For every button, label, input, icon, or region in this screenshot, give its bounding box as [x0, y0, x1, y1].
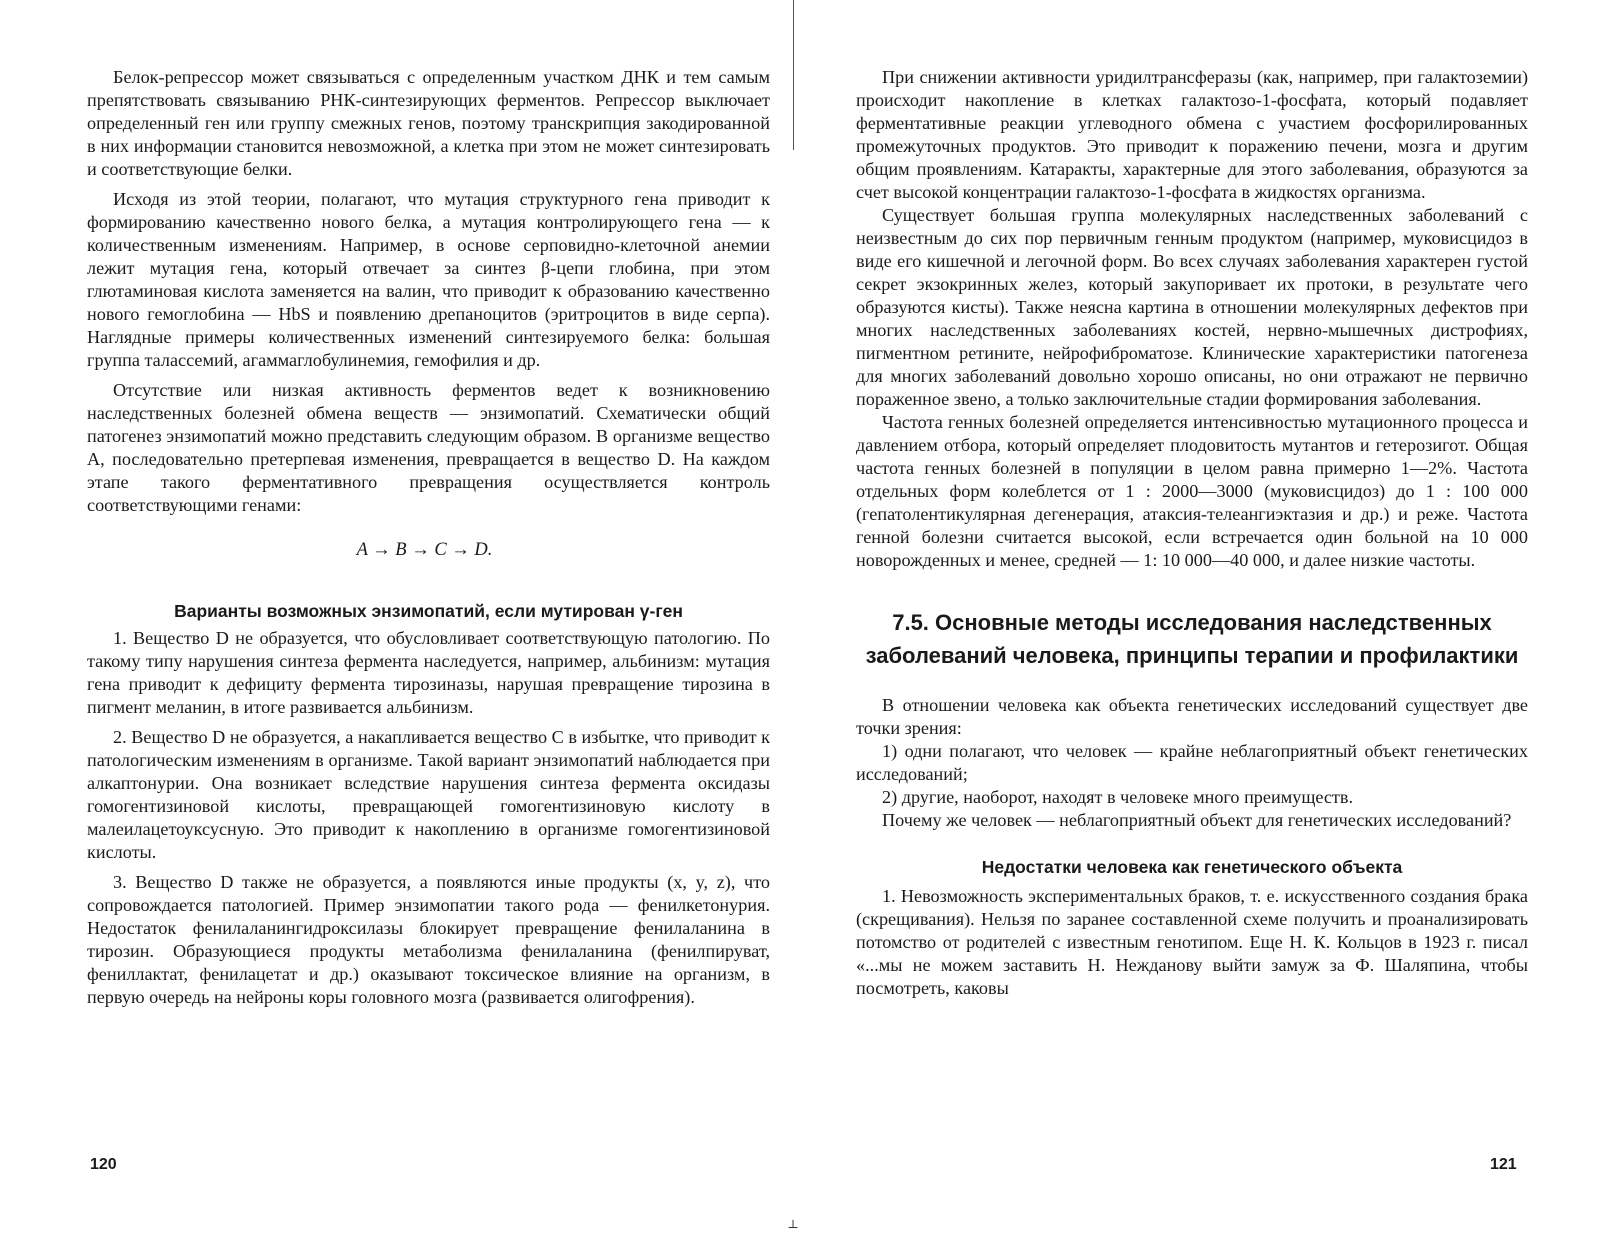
- right-subheading: Недостатки человека как генетического объекта: [981, 857, 1403, 877]
- left-paragraph: Исходя из этой теории, полагают, что мутация структурного гена приводит к формированию качественно нового белка, а мутация контролирующего гена — к количественным изменениям. Например, в основе серповидно-клеточной анемии лежит мутация гена, который отвечает за синтез β-цепи глобина, при этом глютаминовая кислота заменяется на валин, что приводит к образованию качественно нового гемоглобина — HbS и появлению дрепаноцитов (эритроцитов в виде серпа). Наглядные примеры количественных изменений синтезируемого белка: большая группа талассемий, агаммаглобулинемия, гемофилия и др.: [87, 189, 770, 370]
- reaction-formula: A → B → C → D.: [356, 540, 493, 560]
- crop-mark-icon: ⊥: [787, 1217, 799, 1231]
- page-number-left: 120: [90, 1156, 117, 1173]
- right-paragraph: Частота генных болезней определяется интенсивностью мутационного процесса и давлением отбора, который определяет плодовитость мутантов и гетерозигот. Общая частота генных болезней в популяции в целом равна примерно 1—2%. Частота отдельных форм колеблется от 1 : 2000—3000 (муковисцидоз) до 1 : 100 000 (гепатолентикулярная дегенерация, атаксия-телеангиэктазия и др.) и реже. Частота генной болезни считается высокой, если встречается один больной на 10 000 новорожденных и менее, средней — 1: 10 000—40 000, и далее низкие частоты.: [856, 412, 1528, 570]
- section-heading: [856, 606, 1528, 672]
- intro-paragraph: В отношении человека как объекта генетических исследований существует две точки зрения:: [856, 695, 1528, 738]
- left-paragraph: Отсутствие или низкая активность ферментов ведет к возникновению наследственных болезней обмена веществ — энзимопатий. Схематически общий патогенез энзимопатий можно представить следующим образом. В организме вещество A, последовательно претерпевая изменения, превращается в вещество D. На каждом этапе такого ферментативного превращения осуществляется контроль соответствующими генами:: [87, 380, 770, 515]
- page-number-right: 121: [1490, 1156, 1517, 1173]
- list-item: 1. Невозможность экспериментальных браков, т. е. искусственного создания брака (скрещивания). Нельзя по заранее составленной схеме получить и проанализировать потомство от родителей с известным генотипом. Еще Н. К. Кольцов в 1923 г. писал «...мы не можем заставить Н. Нежданову выйти замуж за Ф. Шаляпина, чтобы посмотреть, каковы: [856, 886, 1528, 998]
- right-page: [856, 66, 1528, 1000]
- list-item: 2. Вещество D не образуется, а накапливается вещество C в избытке, что приводит к патологическим изменениям в организме. Такой вариант энзимопатий наблюдается при алкаптонурии. Она возникает вследствие нарушения синтеза фермента оксидазы гомогентизиновой кислоты, превращающей гомогентизиновую кислоту в малеилацетоуксусную. Это приводит к накоплению в организме гомогентизиновой кислоты.: [87, 727, 770, 862]
- viewpoint-item: 2) другие, наоборот, находят в человеке много преимуществ.: [882, 787, 1353, 807]
- page-fold: [793, 0, 794, 150]
- list-item: 3. Вещество D также не образуется, а появляются иные продукты (x, y, z), что сопровождается патологией. Пример энзимопатии такого рода — фенилкетонурия. Недостаток фенилаланингидроксилазы блокирует превращение фенилаланина в тирозин. Образующиеся продукты метаболизма фенилаланина (фенилпируват, фениллактат, фенилацетат и др.) оказывают токсическое влияние на организм, в первую очередь на нейроны коры головного мозга (развивается олигофрения).: [87, 872, 770, 1007]
- section-heading-line: 7.5. Основные методы исследования наследственных: [892, 610, 1492, 635]
- left-page: [87, 66, 770, 1009]
- left-paragraph: Белок-репрессор может связываться с определенным участком ДНК и тем самым препятствовать связыванию РНК-синтезирующих ферментов. Репрессор выключает определенный ген или группу смежных генов, поэтому транскрипция закодированной в них информации становится невозможной, а клетка при этом не может синтезировать и соответствующие белки.: [87, 67, 770, 179]
- section-heading-line: заболеваний человека, принципы терапии и профилактики: [865, 643, 1519, 668]
- right-paragraph: Существует большая группа молекулярных наследственных заболеваний с неизвестным до сих пор первичным генным продуктом (например, муковисцидоз в виде его кишечной и легочной форм. Во всех случаях заболевания характерен густой секрет экзокринных желез, который закупоривает их протоки, в результате чего образуются кисты). Также неясна картина в отношении молекулярных дефектов при многих наследственных заболеваниях костей, нервно-мышечных дистрофиях, пигментном ретините, нейрофиброматозе. Клинические характеристики патогенеза для многих заболеваний довольно хорошо описаны, но они отражают не первично пораженное звено, а только заключительные стадии формирования заболевания.: [856, 205, 1528, 409]
- list-item: 1. Вещество D не образуется, что обусловливает соответствующую патологию. По такому типу нарушения синтеза фермента наследуется, например, альбинизм: мутация гена приводит к дефициту фермента тирозиназы, нарушая превращение тирозина в пигмент меланин, в итоге развивается альбинизм.: [87, 628, 770, 717]
- left-subheading: Варианты возможных энзимопатий, если мутирован γ-ген: [174, 601, 683, 621]
- question-paragraph: Почему же человек — неблагоприятный объект для генетических исследований?: [882, 810, 1512, 830]
- right-paragraph: При снижении активности уридилтрансферазы (как, например, при галактоземии) происходит накопление в клетках галактозо-1-фосфата, который подавляет ферментативные реакции углеводного обмена с участием фосфорилированных промежуточных продуктов. Это приводит к поражению печени, мозга и другим общим проявлениям. Катаракты, характерные для этого заболевания, образуются за счет высокой концентрации галактозо-1-фосфата в жидкостях организма.: [856, 67, 1528, 202]
- viewpoint-item: 1) одни полагают, что человек — крайне неблагоприятный объект генетических исследований;: [856, 741, 1528, 784]
